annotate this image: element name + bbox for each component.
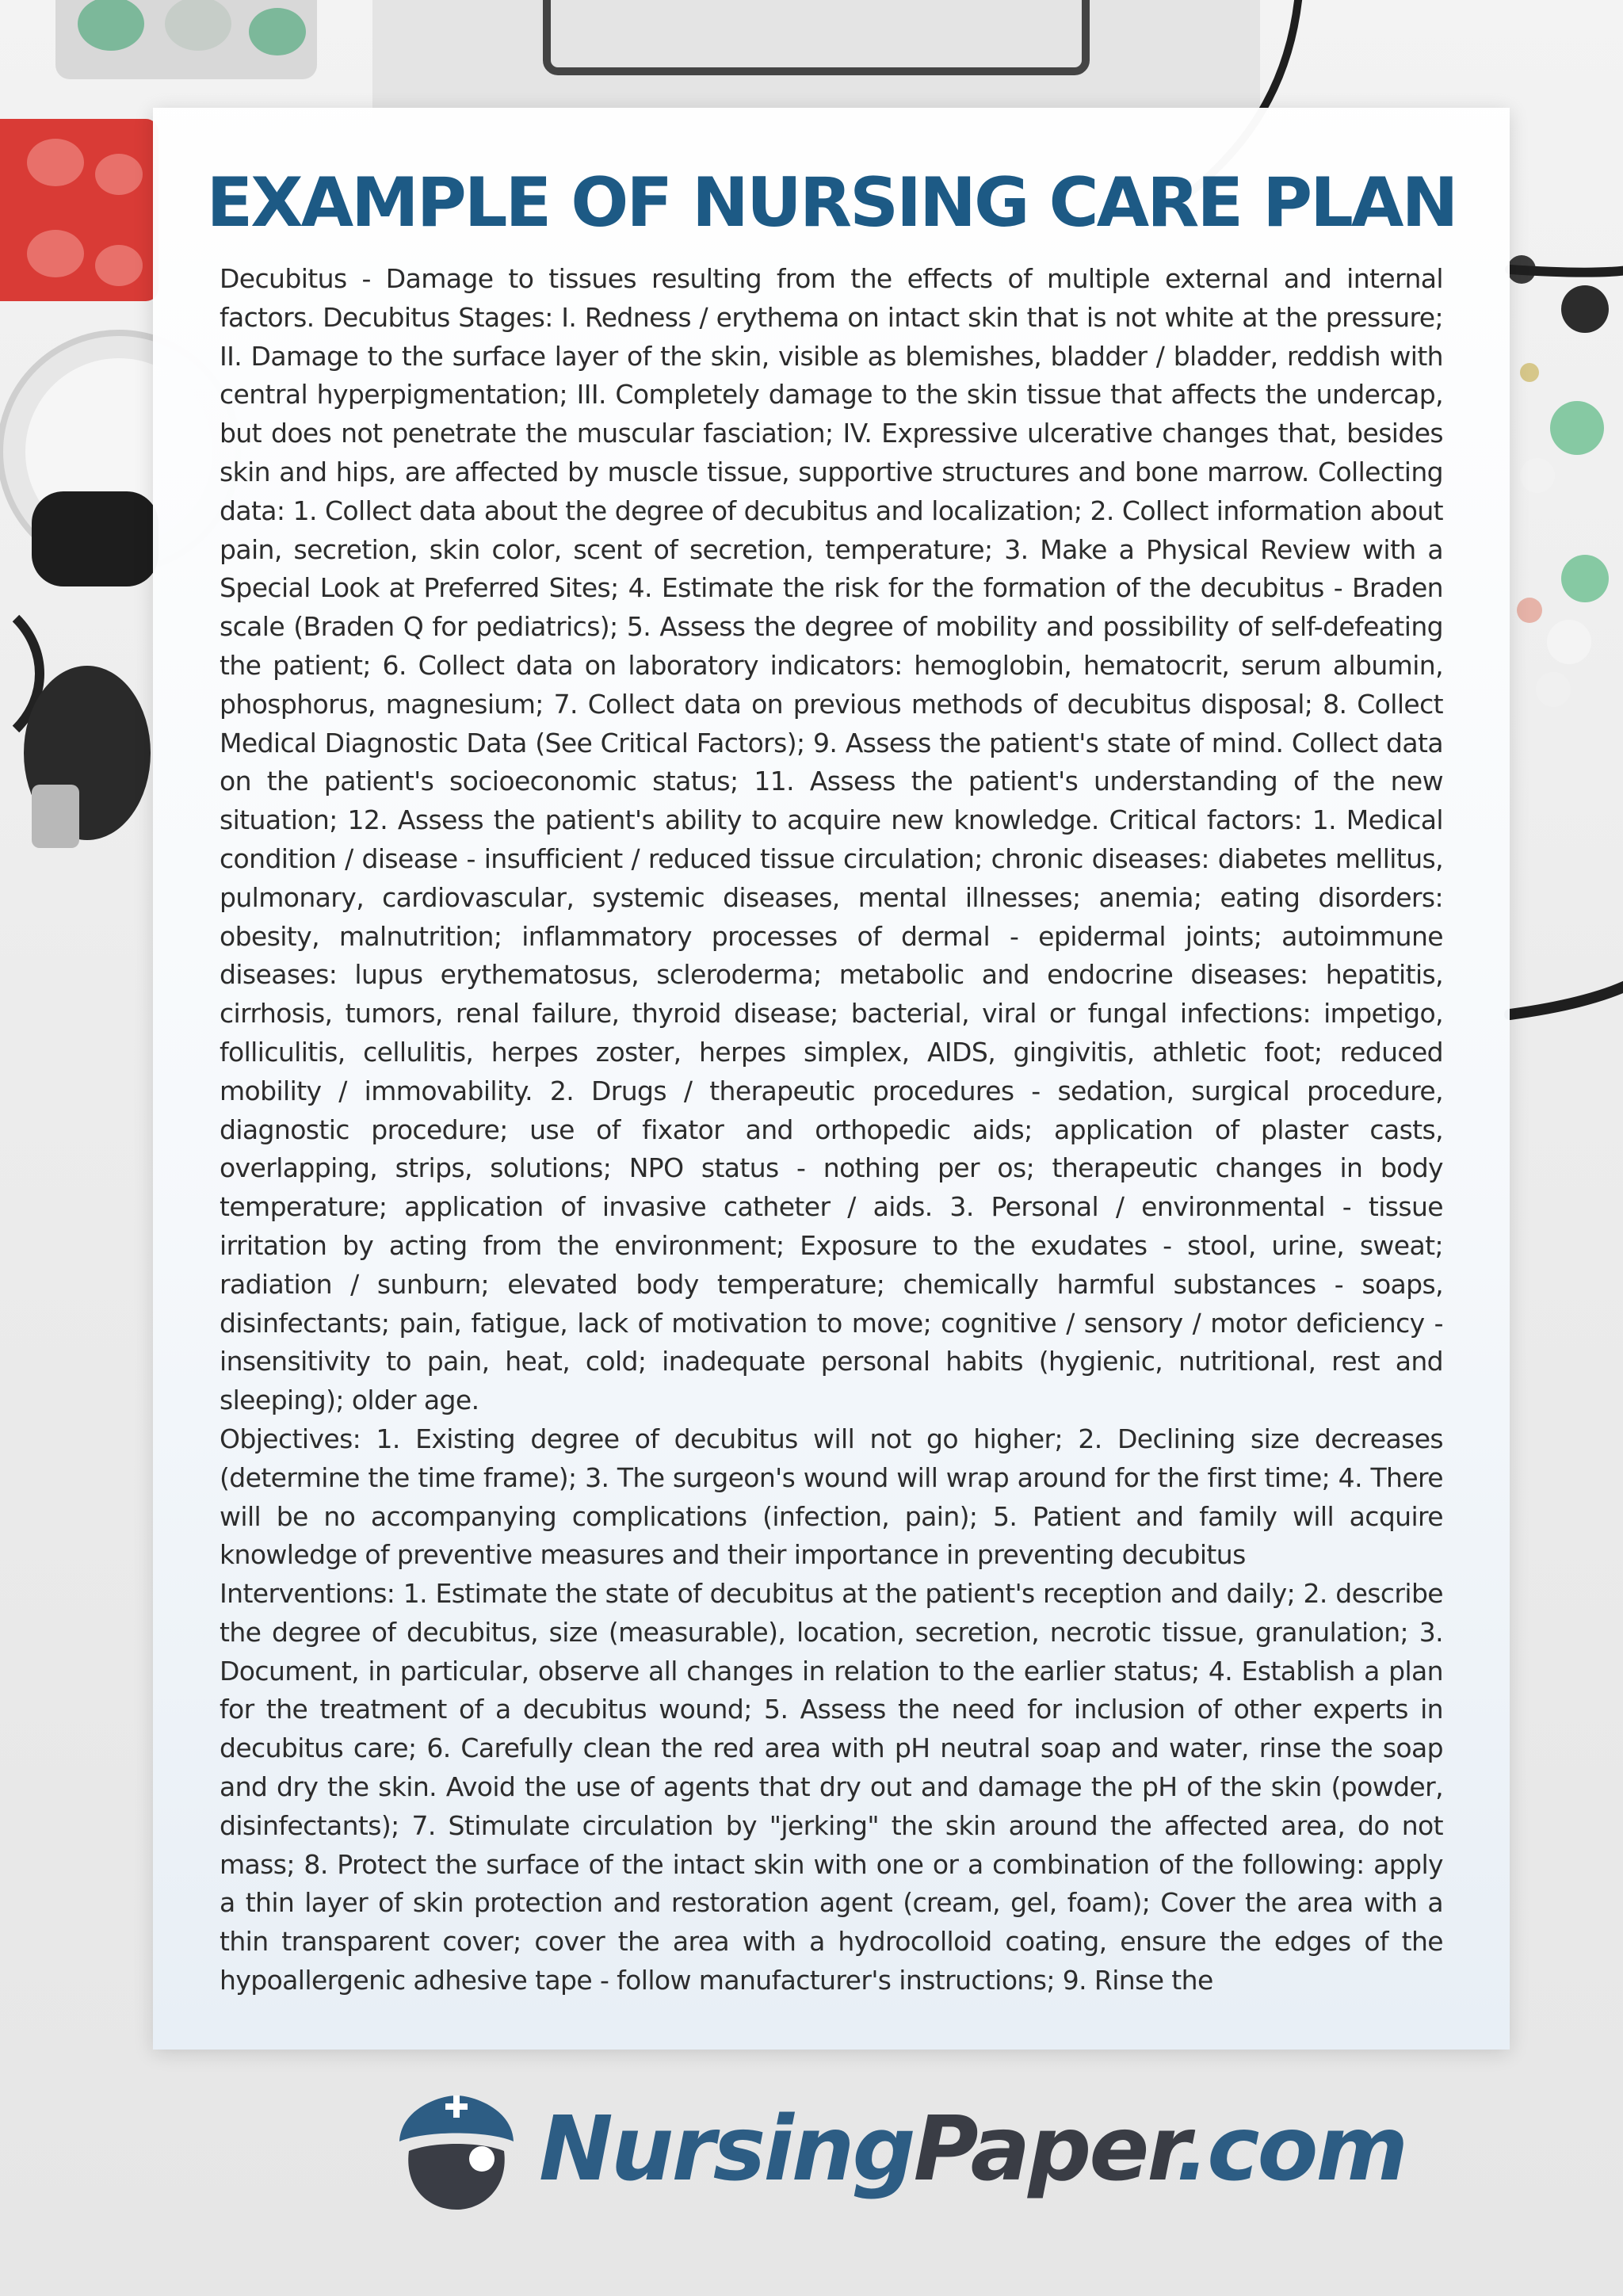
logo-word-nursing: Nursing <box>539 2098 914 2201</box>
logo-wordmark <box>539 2094 1406 2205</box>
care-plan-card <box>153 108 1510 2050</box>
page-title: EXAMPLE OF NURSING CARE PLAN <box>206 163 1457 243</box>
logo-word-paper: Paper <box>913 2098 1176 2201</box>
nurse-cap-logo-icon <box>393 2092 520 2211</box>
paragraph-interventions: Interventions: 1. Estimate the state of decubitus at the patient's reception and daily; 2. describe the degree of decubitus, size (measurable), location, secretion, necrotic tissue, granulation; 3. Document, in particular, observe all changes in relation to the earlier status; 4. Establish a plan for the treatment of a decubitus wound; 5. Assess the need for inclusion of other experts in decubitus care; 6. Carefully clean the red area with pH neutral soap and water, rinse the soap and dry the skin. Avoid the use of agents that dry out and damage the pH of the skin (powder, disinfectants); 7. Stimulate circulation by "jerking" the skin around the affected area, do not mass; 8. Protect the surface of the intact skin with one or a combination of the following: apply a thin layer of skin protection and restoration agent (cream, gel, foam); Cover the area with a thin transparent cover; cover the area with a hydrocolloid coating, ensure the edges of the hypoallergenic adhesive tape - follow manufacturer's instructions; 9. Rinse the <box>220 1578 1443 1996</box>
nursingpaper-logo[interactable] <box>393 2092 1407 2211</box>
paragraph-objectives: Objectives: 1. Existing degree of decubitus will not go higher; 2. Declining size decreases (determine the time frame); 3. The surgeon's wound will wrap around for the first time; 4. There will be no accompanying complications (infection, pain); 5. Patient and family will acquire knowledge of preventive measures and their importance in preventing decubitus <box>220 1423 1443 1571</box>
logo-word-domain: .com <box>1175 2098 1407 2201</box>
care-plan-body <box>220 260 1443 2035</box>
paragraph-definitions-and-data: Decubitus - Damage to tissues resulting from the effects of multiple external and internal factors. Decubitus Stages: I. Redness / erythema on intact skin that is not white at the pressure; II. Damage to the surface layer of the skin, visible as blemishes, bladder / bladder, reddish with central hyperpigmentation; III. Completely damage to the skin tissue that affects the undercap, but does not penetrate the muscular fasciation; IV. Expressive ulcerative changes that, besides skin and hips, are affected by muscle tissue, supportive structures and bone marrow. Collecting data: 1. Collect data about the degree of decubitus and localization; 2. Collect information about pain, secretion, skin color, scent of secretion, temperature; 3. Make a Physical Review with a Special Look at Preferred Sites; 4. Estimate the risk for the formation of the decubitus - Braden scale (Braden Q for pediatrics); 5. Assess the degree of mobility and possibility of self-defeating the patient; 6. Collect data on laboratory indicators: hemoglobin, hematocrit, serum albumin, phosphorus, magnesium; 7. Collect data on previous methods of decubitus disposal; 8. Collect Medical Diagnostic Data (See Critical Factors); 9. Assess the patient's state of mind. Collect data on the patient's socioeconomic status; 11. Assess the patient's understanding of the new situation; 12. Assess the patient's ability to acquire new knowledge. Critical factors: 1. Medical condition / disease - insufficient / reduced tissue circulation; chronic diseases: diabetes mellitus, pulmonary, cardiovascular, systemic diseases, mental illnesses; anemia; eating disorders: obesity, malnutrition; inflammatory processes of dermal - epidermal joints; autoimmune diseases: lupus erythematosus, scleroderma; metabolic and endocrine diseases: hepatitis, cirrhosis, tumors, renal failure, thyroid disease; bacterial, viral or fungal infections: impetigo, folliculitis, cellulitis, herpes zoster, herpes simplex, AIDS, gingivitis, athletic foot; reduced mobility / immovability. 2. Drugs / therapeutic procedures - sedation, surgical procedure, diagnostic procedure; use of fixator and orthopedic aids; application of plaster casts, overlapping, strips, solutions; NPO status - nothing per os; therapeutic changes in body temperature; application of invasive catheter / aids. 3. Personal / environmental - tissue irritation by acting from the environment; Exposure to the exudates - stool, urine, sweat; radiation / sunburn; elevated body temperature; chemically harmful substances - soaps, disinfectants; pain, fatigue, lack of motivation to move; cognitive / sensory / motor deficiency - insensitivity to pain, heat, cold; inadequate personal habits (hygienic, nutritional, rest and sleeping); older age. <box>220 263 1443 1416</box>
